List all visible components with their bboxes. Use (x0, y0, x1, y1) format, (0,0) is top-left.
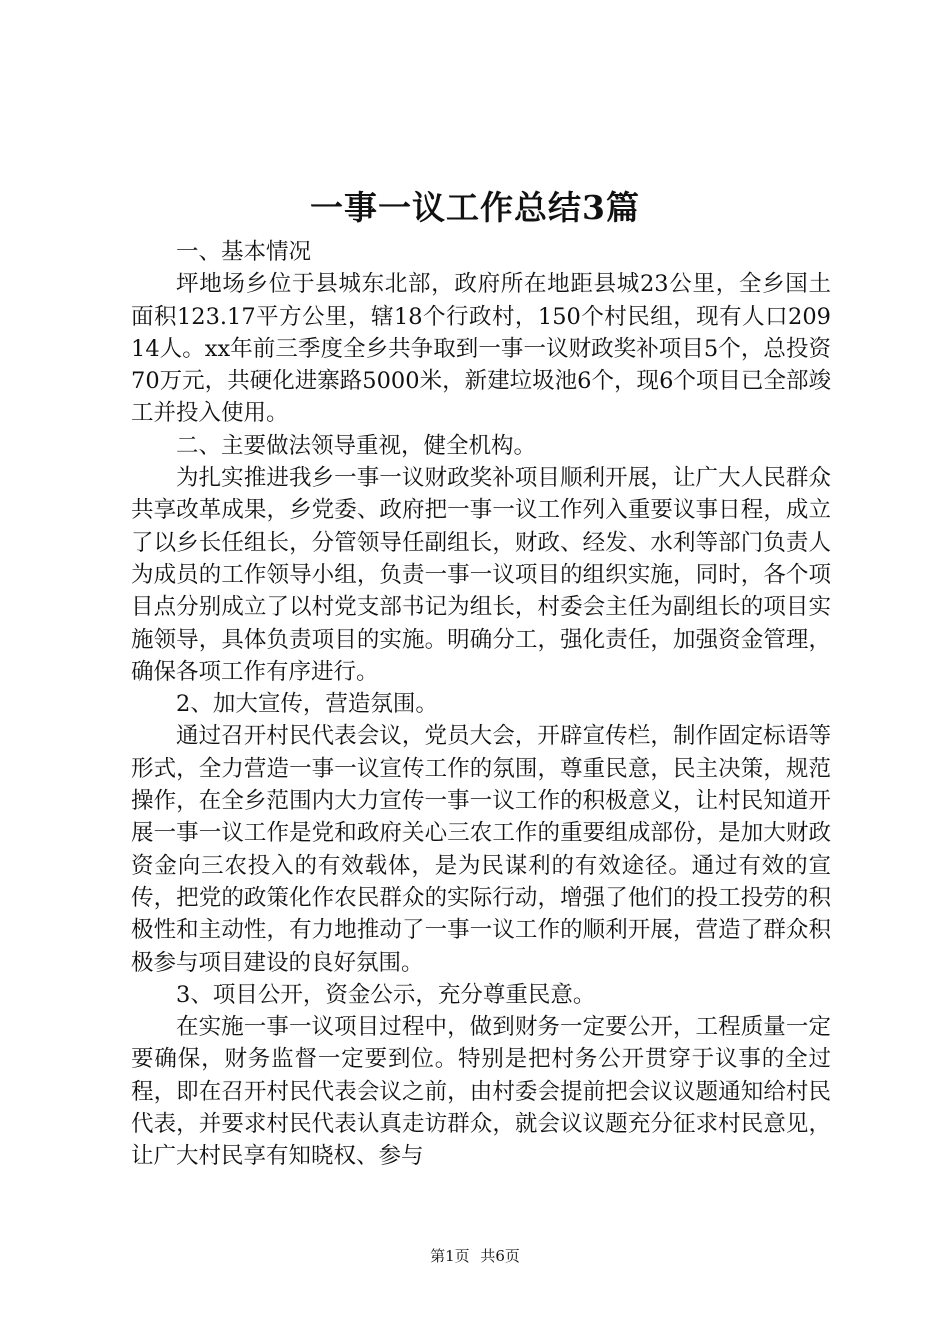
paragraph-heading-basic: 一、基本情况 (176, 239, 312, 265)
paragraph: 为扎实推进我乡一事一议财政奖补项目顺利开展，让广大人民群众共享改革成果，乡党委、政府把一事一议工作列入重要议事日程，成立了以乡长任组长，分管领导任副组长，财政、经发、水利等部门负责人为成员的工作领导小组，负责一事一议项目的组织实施，同时，各个项目点分别成立了以村党支部书记为组长，村委会主任为副组长的项目实施领导，具体负责项目的实施。明确分工，强化责任，加强资金管理，确保各项工作有序进行。 (131, 465, 831, 685)
paragraph: 坪地场乡位于县城东北部，政府所在地距县城23公里，全乡国土面积123.17平方公里，辖18个行政村，150个村民组，现有人口20914人。xx年前三季度全乡共争取到一事一议财政奖补项目5个，总投资70万元，共硬化进寨路5000米，新建垃圾池6个，现6个项目已全部竣工并投入使用。 (131, 271, 831, 427)
paragraph: 通过召开村民代表会议，党员大会，开辟宣传栏，制作固定标语等形式，全力营造一事一议宣传工作的氛围，尊重民意，民主决策，规范操作，在全乡范围内大力宣传一事一议工作的积极意义，让村民知道开展一事一议工作是党和政府关心三农工作的重要组成部份，是加大财政资金向三农投入的有效载体，是为民谋利的有效途径。通过有效的宣传，把党的政策化作农民群众的实际行动，增强了他们的投工投劳的积极性和主动性，有力地推动了一事一议工作的顺利开展，营造了群众积极参与项目建设的良好氛围。 (131, 723, 831, 976)
paragraph-heading-openness: 3、项目公开，资金公示，充分尊重民意。 (176, 981, 596, 1008)
paragraph-heading-methods: 二、主要做法领导重视，健全机构。 (176, 432, 537, 459)
document-title: 一事一议工作总结3篇 (310, 188, 640, 227)
page-footer (0, 1246, 950, 1266)
paragraph-heading-publicity: 2、加大宣传，营造氛围。 (176, 691, 438, 718)
paragraph: 在实施一事一议项目过程中，做到财务一定要公开，工程质量一定要确保，财务监督一定要到位。特别是把村务公开贯穿于议事的全过程，即在召开村民代表会议之前，由村委会提前把会议议题通知给村民代表，并要求村民代表认真走访群众，就会议议题充分征求村民意见，让广大村民享有知晓权、参与 (131, 1014, 831, 1170)
page-total: 共6页 (480, 1247, 520, 1265)
document-body (131, 236, 831, 1173)
page-number: 第1页 (430, 1247, 470, 1265)
